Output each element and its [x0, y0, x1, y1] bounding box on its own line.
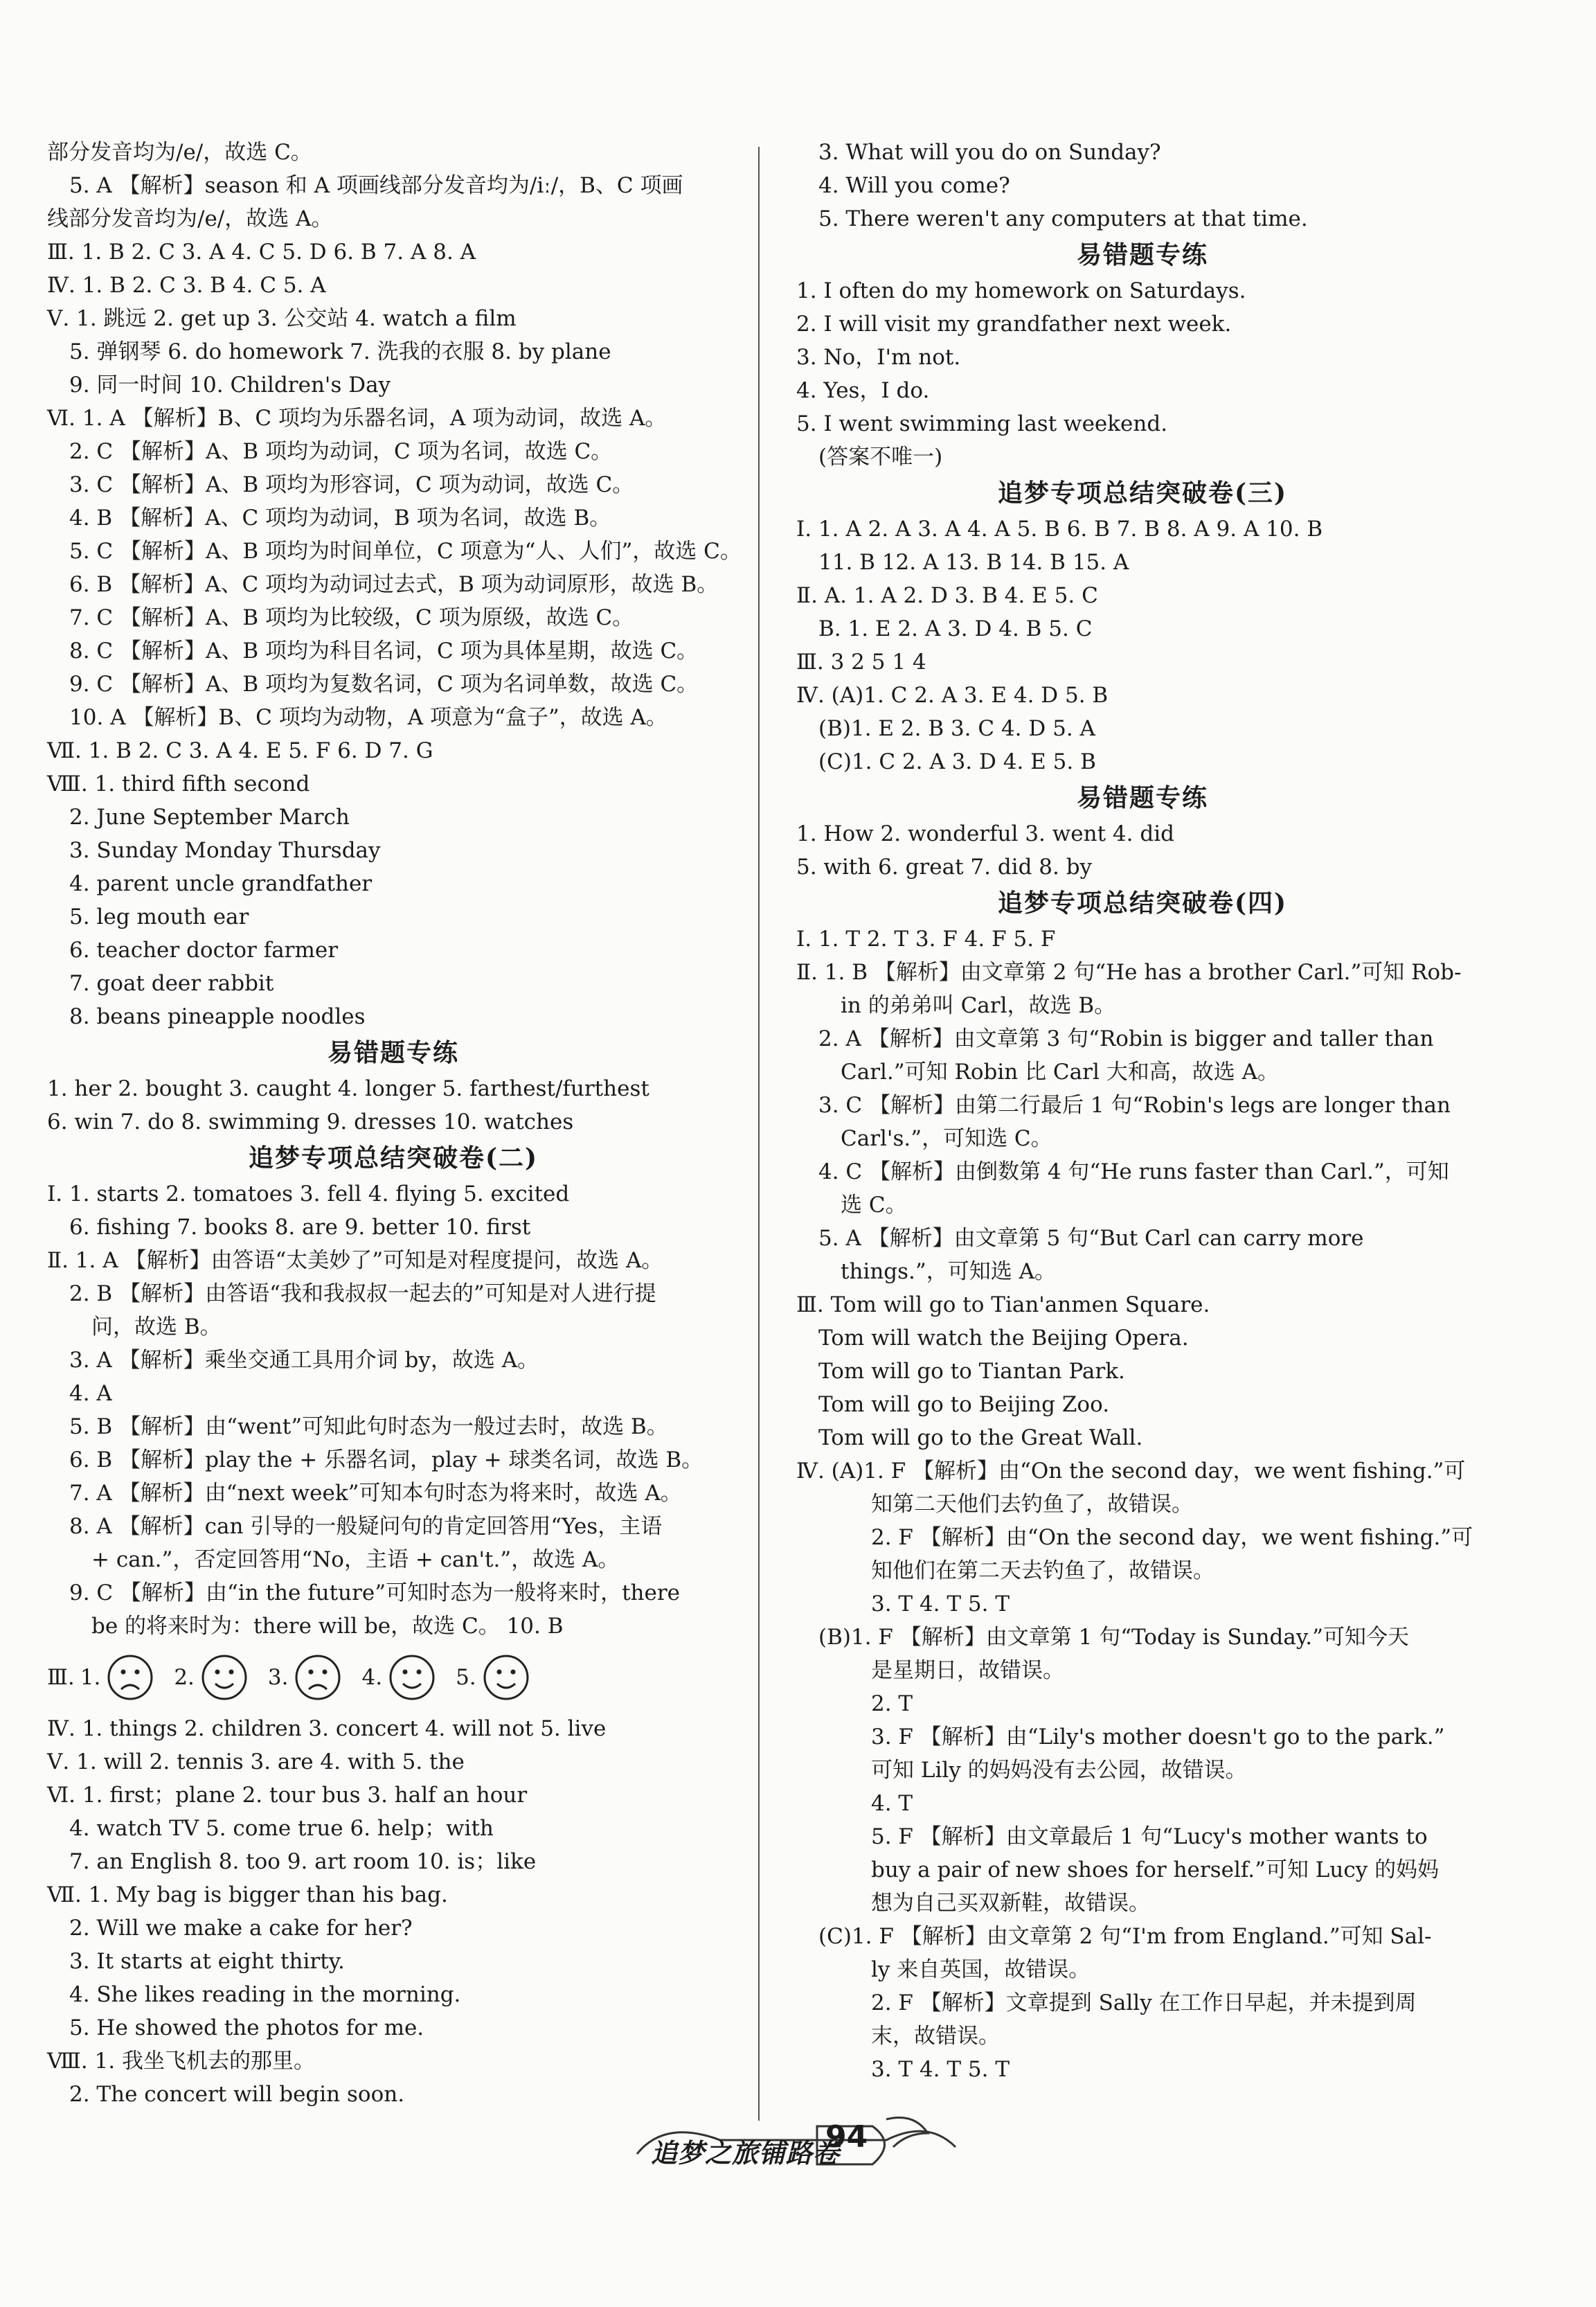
answer-line: 3. T 4. T 5. T — [871, 1592, 1010, 1616]
answer-line: 末，故错误。 — [871, 2024, 1000, 2049]
answer-line: Ⅴ. 1. will 2. tennis 3. are 4. with 5. the — [47, 1749, 465, 1774]
answer-line: 想为自己买双新鞋，故错误。 — [871, 1891, 1150, 1916]
answer-line: Ⅷ. 1. 我坐飞机去的那里。 — [47, 2049, 315, 2074]
answer-line: 7. C 【解析】A、B 项均为比较级，C 项为原级，故选 C。 — [69, 605, 634, 630]
answer-line: 5. A 【解析】由文章第 5 句“But Carl can carry more — [818, 1226, 1364, 1251]
answer-line: be 的将来时为：there will be，故选 C。 10. B — [91, 1614, 564, 1639]
answer-line: Ⅵ. 1. first；plane 2. tour bus 3. half an hour — [47, 1783, 528, 1808]
answer-line: 2. June September March — [69, 805, 350, 830]
answer-line: Ⅵ. 1. A 【解析】B、C 项均为乐器名词，A 项为动词，故选 A。 — [47, 406, 667, 431]
answer-line: 6. fishing 7. books 8. are 9. better 10. first — [69, 1215, 531, 1240]
section-heading: 易错题专练 — [1076, 240, 1208, 269]
answer-line: 2. A 【解析】由文章第 3 句“Robin is bigger and taller than — [818, 1026, 1434, 1051]
answer-line: Tom will go to Tiantan Park. — [818, 1359, 1125, 1384]
answer-line: 6. teacher doctor farmer — [69, 938, 339, 963]
answer-line: Ⅶ. 1. B 2. C 3. A 4. E 5. F 6. D 7. G — [47, 738, 433, 763]
answer-line: 3. C 【解析】由第二行最后 1 句“Robin's legs are longer than — [818, 1093, 1451, 1118]
answer-line: 问，故选 B。 — [91, 1315, 222, 1339]
answer-line: 6. win 7. do 8. swimming 9. dresses 10. watches — [47, 1110, 574, 1134]
answer-line: 3. C 【解析】A、B 项均为形容词，C 项为动词，故选 C。 — [69, 472, 634, 497]
answer-line: 4. B 【解析】A、C 项均为动词，B 项为名词，故选 B。 — [69, 506, 611, 531]
answer-line: Tom will go to Beijing Zoo. — [818, 1392, 1110, 1417]
answer-line: (B)1. E 2. B 3. C 4. D 5. A — [818, 716, 1095, 741]
answer-line: 4. Will you come? — [818, 173, 1010, 198]
answer-line: 3. A 【解析】乘坐交通工具用介词 by，故选 A。 — [69, 1348, 539, 1373]
answer-line: Ⅴ. 1. 跳远 2. get up 3. 公交站 4. watch a film — [47, 306, 517, 331]
answer-line: 2. B 【解析】由答语“我和我叔叔一起去的”可知是对人进行提 — [69, 1281, 656, 1306]
right-column — [796, 136, 1489, 2086]
emoji-answer-row — [47, 1643, 739, 1712]
answer-line: 1. I often do my homework on Saturdays. — [796, 278, 1246, 303]
answer-line: 6. B 【解析】play the + 乐器名词，play + 球类名词，故选 B。 — [69, 1448, 703, 1472]
section-heading: 追梦专项总结突破卷(四) — [997, 889, 1288, 918]
answer-line: 线部分发音均为/e/，故选 A。 — [47, 206, 333, 231]
answer-line: 5. I went swimming last weekend. — [796, 411, 1168, 436]
answer-line: 3. F 【解析】由“Lily's mother doesn't go to the park.” — [871, 1725, 1445, 1749]
answer-number: 1. — [80, 1665, 101, 1690]
answer-line: Ⅷ. 1. third fifth second — [47, 772, 310, 796]
page-footer — [623, 2105, 969, 2182]
answer-line: Ⅱ. 1. A 【解析】由答语“太美妙了”可知是对程度提问，故选 A。 — [47, 1248, 663, 1273]
answer-line: Tom will watch the Beijing Opera. — [818, 1326, 1189, 1351]
answer-line: 4. She likes reading in the morning. — [69, 1982, 461, 2007]
happy-face-icon — [200, 1653, 249, 1702]
left-column — [47, 136, 742, 2111]
answer-line: 2. F 【解析】由“On the second day，we went fishing.”可 — [871, 1525, 1473, 1550]
section-heading: 追梦专项总结突破卷(二) — [248, 1143, 539, 1173]
answer-line: 选 C。 — [841, 1193, 907, 1218]
answer-line: 知他们在第二天去钓鱼了，故错误。 — [871, 1558, 1214, 1583]
answer-line: Ⅰ. 1. starts 2. tomatoes 3. fell 4. flying 5. excited — [47, 1182, 570, 1206]
answer-line: Ⅳ. 1. B 2. C 3. B 4. C 5. A — [47, 273, 326, 298]
answer-line: 3. What will you do on Sunday? — [818, 140, 1161, 165]
answer-line: 3. It starts at eight thirty. — [69, 1949, 345, 1974]
answer-line: 部分发音均为/e/，故选 C。 — [47, 140, 312, 165]
answer-line: 10. A 【解析】B、C 项均为动物，A 项意为“盒子”，故选 A。 — [69, 705, 667, 730]
answer-line: Ⅲ. 1. B 2. C 3. A 4. C 5. D 6. B 7. A 8. A — [47, 240, 476, 265]
answer-line: 6. B 【解析】A、C 项均为动词过去式，B 项为动词原形，故选 B。 — [69, 572, 719, 597]
answer-line: (答案不唯一) — [818, 445, 943, 470]
answer-line: 4. Yes，I do. — [796, 378, 930, 403]
sad-face-icon — [294, 1653, 342, 1702]
answer-line: 4. T — [871, 1791, 913, 1816]
section-label: Ⅲ. — [47, 1665, 75, 1690]
answer-line: Ⅰ. 1. A 2. A 3. A 4. A 5. B 6. B 7. B 8. A 9. A 10. B — [796, 517, 1323, 542]
answer-line: (C)1. F 【解析】由文章第 2 句“I'm from England.”可知 Sal- — [818, 1924, 1432, 1949]
happy-face-icon — [482, 1653, 530, 1702]
answer-line: Carl.”可知 Robin 比 Carl 大和高，故选 A。 — [841, 1060, 1279, 1085]
answer-line: + can.”，否定回答用“No，主语 + can't.”，故选 A。 — [91, 1547, 620, 1572]
answer-line: 2. F 【解析】文章提到 Sally 在工作日早起，并未提到周 — [871, 1990, 1417, 2015]
answer-line: (B)1. F 【解析】由文章第 1 句“Today is Sunday.”可知今天 — [818, 1625, 1409, 1650]
answer-line: 7. an English 8. too 9. art room 10. is；like — [69, 1849, 537, 1874]
section-heading: 追梦专项总结突破卷(三) — [997, 479, 1288, 508]
answer-line: Ⅲ. Tom will go to Tian'anmen Square. — [796, 1292, 1210, 1317]
answer-line: 3. Sunday Monday Thursday — [69, 838, 381, 863]
answer-line: 知第二天他们去钓鱼了，故错误。 — [871, 1492, 1193, 1517]
answer-number: 2. — [174, 1665, 195, 1690]
answer-line: 4. parent uncle grandfather — [69, 871, 373, 896]
answer-line: 11. B 12. A 13. B 14. B 15. A — [818, 550, 1129, 575]
answer-line: 5. B 【解析】由“went”可知此句时态为一般过去时，故选 B。 — [69, 1414, 668, 1439]
answer-line: 1. her 2. bought 3. caught 4. longer 5. farthest/furthest — [47, 1076, 649, 1101]
answer-line: 7. goat deer rabbit — [69, 971, 274, 996]
answer-line: 7. A 【解析】由“next week”可知本句时态为将来时，故选 A。 — [69, 1481, 682, 1506]
column-divider — [758, 147, 760, 2121]
answer-line: 2. I will visit my grandfather next week. — [796, 312, 1232, 337]
answer-line: 2. C 【解析】A、B 项均为动词，C 项为名词，故选 C。 — [69, 439, 613, 464]
footer-brand: 追梦之旅铺路卷 — [651, 2137, 841, 2168]
answer-line: 是星期日，故错误。 — [871, 1658, 1064, 1683]
answer-line: 5. leg mouth ear — [69, 905, 249, 929]
answer-line: 3. No，I'm not. — [796, 345, 961, 370]
answer-line: Ⅳ. 1. things 2. children 3. concert 4. will not 5. live — [47, 1716, 607, 1741]
answer-line: Ⅳ. (A)1. F 【解析】由“On the second day，we went fishing.”可 — [796, 1459, 1466, 1484]
answer-line: 4. A — [69, 1381, 112, 1406]
answer-line: 5. A 【解析】season 和 A 项画线部分发音均为/iː/，B、C 项画 — [69, 173, 683, 198]
answer-line: 5. with 6. great 7. did 8. by — [796, 855, 1093, 880]
answer-line: 5. There weren't any computers at that time. — [818, 206, 1308, 231]
answer-line: 9. C 【解析】A、B 项均为复数名词，C 项为名词单数，故选 C。 — [69, 672, 699, 697]
answer-line: Tom will go to the Great Wall. — [818, 1425, 1143, 1450]
answer-line: 4. watch TV 5. come true 6. help；with — [69, 1816, 494, 1841]
answer-line: Carl's.”，可知选 C。 — [841, 1126, 1052, 1151]
answer-line: buy a pair of new shoes for herself.”可知 Lucy 的妈妈 — [871, 1858, 1440, 1882]
happy-face-icon — [388, 1653, 436, 1702]
answer-line: Ⅰ. 1. T 2. T 3. F 4. F 5. F — [796, 927, 1056, 952]
answer-line: 8. C 【解析】A、B 项均为科目名词，C 项为具体星期，故选 C。 — [69, 639, 699, 663]
sad-face-icon — [106, 1653, 154, 1702]
answer-line: 可知 Lily 的妈妈没有去公园，故错误。 — [871, 1758, 1247, 1783]
answer-line: 2. T — [871, 1691, 913, 1716]
answer-line: Ⅱ. A. 1. A 2. D 3. B 4. E 5. C — [796, 583, 1098, 608]
answer-line: 3. T 4. T 5. T — [871, 2057, 1010, 2082]
section-heading: 易错题专练 — [327, 1038, 459, 1067]
answer-line: 5. C 【解析】A、B 项均为时间单位，C 项意为“人、人们”，故选 C。 — [69, 539, 742, 564]
answer-line: 9. 同一时间 10. Children's Day — [69, 373, 391, 398]
answer-line: B. 1. E 2. A 3. D 4. B 5. C — [818, 616, 1093, 641]
answer-line: 8. A 【解析】can 引导的一般疑问句的肯定回答用“Yes，主语 — [69, 1514, 663, 1539]
answer-line: ly 来自英国，故错误。 — [871, 1957, 1091, 1982]
answer-line: 5. 弹钢琴 6. do homework 7. 洗我的衣服 8. by plane — [69, 339, 611, 364]
answer-line: 9. C 【解析】由“in the future”可知时态为一般将来时，there — [69, 1580, 681, 1605]
answer-line: Ⅳ. (A)1. C 2. A 3. E 4. D 5. B — [796, 683, 1109, 708]
answer-line: 1. How 2. wonderful 3. went 4. did — [796, 821, 1174, 846]
answer-line: 2. The concert will begin soon. — [69, 2082, 405, 2107]
answer-line: 4. C 【解析】由倒数第 4 句“He runs faster than Carl.”，可知 — [818, 1159, 1449, 1184]
answer-number: 5. — [456, 1665, 476, 1690]
answer-line: in 的弟弟叫 Carl，故选 B。 — [841, 993, 1116, 1018]
answer-line: 5. He showed the photos for me. — [69, 2015, 424, 2040]
answer-line: Ⅱ. 1. B 【解析】由文章第 2 句“He has a brother Carl.”可知 Rob- — [796, 960, 1462, 985]
answer-line: Ⅲ. 3 2 5 1 4 — [796, 650, 926, 675]
answer-number: 4. — [361, 1665, 383, 1690]
answer-line: Ⅶ. 1. My bag is bigger than his bag. — [47, 1882, 448, 1907]
answer-line: 8. beans pineapple noodles — [69, 1004, 366, 1029]
answer-line: 5. F 【解析】由文章最后 1 句“Lucy's mother wants to — [871, 1824, 1428, 1849]
section-heading: 易错题专练 — [1076, 783, 1208, 812]
answer-line: (C)1. C 2. A 3. D 4. E 5. B — [818, 749, 1096, 774]
answer-line: 2. Will we make a cake for her? — [69, 1916, 413, 1941]
page-number: 94 — [825, 2119, 868, 2155]
answer-number: 3. — [267, 1665, 289, 1690]
answer-line: things.”，可知选 A。 — [841, 1259, 1056, 1284]
